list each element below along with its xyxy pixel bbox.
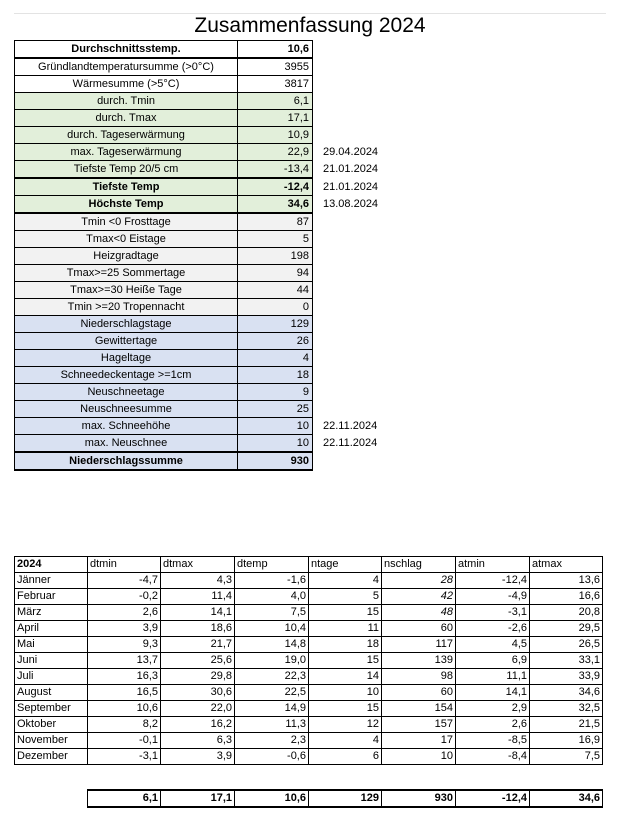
summary-date [313,316,407,333]
value-cell: 16,2 [161,717,235,733]
value-cell: 4 [309,733,382,749]
value-cell: 157 [382,717,456,733]
summary-label: Wärmesumme (>5°C) [15,76,238,93]
value-cell: 16,5 [88,685,161,701]
value-cell: 60 [382,685,456,701]
summary-row [15,161,407,179]
value-cell: 139 [382,653,456,669]
summary-label: Neuschneetage [15,384,238,401]
summary-value: 198 [238,248,313,265]
summary-label: Tiefste Temp [15,178,238,196]
value-cell: 12 [309,717,382,733]
summary-row [15,127,407,144]
value-cell: 34,6 [530,685,603,701]
value-cell: 2,3 [235,733,309,749]
column-header: 2024 [15,557,88,573]
value-cell: 30,6 [161,685,235,701]
total-cell: 930 [382,790,456,807]
table-row [15,637,603,653]
value-cell: 21,7 [161,637,235,653]
column-header: atmin [456,557,530,573]
summary-row [15,435,407,453]
month-cell: Juni [15,653,88,669]
value-cell: -8,4 [456,749,530,765]
summary-date [313,401,407,418]
value-cell: 4,3 [161,573,235,589]
summary-row [15,350,407,367]
summary-value: -12,4 [238,178,313,196]
totals-table [87,789,603,808]
value-cell: 7,5 [530,749,603,765]
summary-value: 94 [238,265,313,282]
month-cell: März [15,605,88,621]
summary-value: 26 [238,333,313,350]
summary-label: durch. Tageserwärmung [15,127,238,144]
summary-value: 25 [238,401,313,418]
column-header: dtemp [235,557,309,573]
value-cell: 3,9 [161,749,235,765]
summary-label: Schneedeckentage >=1cm [15,367,238,384]
summary-row [15,144,407,161]
table-row [15,733,603,749]
summary-label: Hageltage [15,350,238,367]
value-cell: 22,0 [161,701,235,717]
value-cell: 8,2 [88,717,161,733]
summary-row [15,299,407,316]
value-cell: 14,1 [456,685,530,701]
summary-row [15,452,407,470]
table-row [15,573,603,589]
summary-date: 22.11.2024 [323,437,378,450]
summary-date: 13.08.2024 [323,198,379,211]
summary-date [313,127,407,144]
value-cell: 16,3 [88,669,161,685]
summary-label: max. Neuschnee [15,435,238,453]
month-cell: November [15,733,88,749]
value-cell: -2,6 [456,621,530,637]
value-cell: 33,9 [530,669,603,685]
value-cell: 117 [382,637,456,653]
summary-value: 5 [238,231,313,248]
value-cell: 29,8 [161,669,235,685]
value-cell: 60 [382,621,456,637]
total-cell: 17,1 [161,790,235,807]
summary-label: Durchschnittsstemp. [15,41,238,59]
summary-row [15,213,407,231]
summary-row [15,76,407,93]
summary-label: Tmax<0 Eistage [15,231,238,248]
summary-label: Tmax>=30 Heiße Tage [15,282,238,299]
value-cell: 13,7 [88,653,161,669]
summary-label: Gewittertage [15,333,238,350]
summary-date [313,367,407,384]
value-cell: 9,3 [88,637,161,653]
value-cell: 25,6 [161,653,235,669]
table-row [15,621,603,637]
month-cell: Oktober [15,717,88,733]
summary-value: 0 [238,299,313,316]
summary-date [313,58,407,76]
summary-value: 87 [238,213,313,231]
column-header: dtmax [161,557,235,573]
value-cell: 48 [382,605,456,621]
month-cell: Jänner [15,573,88,589]
value-cell: 18 [309,637,382,653]
summary-label: Tmax>=25 Sommertage [15,265,238,282]
summary-date [313,350,407,367]
summary-row [15,265,407,282]
value-cell: 42 [382,589,456,605]
summary-label: Höchste Temp [15,196,238,214]
value-cell: -3,1 [456,605,530,621]
table-row [15,589,603,605]
summary-label: durch. Tmax [15,110,238,127]
value-cell: -12,4 [456,573,530,589]
value-cell: 6,9 [456,653,530,669]
summary-date [313,213,407,231]
summary-value: 34,6 [238,196,313,214]
summary-date: 21.01.2024 [323,163,379,176]
summary-value: 17,1 [238,110,313,127]
value-cell: 14,8 [235,637,309,653]
summary-row [15,384,407,401]
summary-row [15,231,407,248]
summary-label: Neuschneesumme [15,401,238,418]
summary-date [313,41,407,59]
summary-value: 3817 [238,76,313,93]
value-cell: 10,4 [235,621,309,637]
total-cell: 129 [309,790,382,807]
value-cell: 2,9 [456,701,530,717]
summary-date [313,231,407,248]
value-cell: 15 [309,653,382,669]
value-cell: 14 [309,669,382,685]
value-cell: 5 [309,589,382,605]
summary-date [313,93,407,110]
value-cell: 4,0 [235,589,309,605]
summary-date: 22.11.2024 [323,420,378,432]
value-cell: 26,5 [530,637,603,653]
month-cell: April [15,621,88,637]
summary-value: 10,6 [238,41,313,59]
summary-row [15,316,407,333]
summary-date [313,76,407,93]
value-cell: 154 [382,701,456,717]
value-cell: 11,3 [235,717,309,733]
summary-label: Gründlandtemperatursumme (>0°C) [15,58,238,76]
value-cell: 6,3 [161,733,235,749]
summary-value: 10,9 [238,127,313,144]
summary-label: Tmin <0 Frosttage [15,213,238,231]
value-cell: 98 [382,669,456,685]
table-row [15,669,603,685]
summary-label: Tiefste Temp 20/5 cm [15,161,238,179]
value-cell: 10 [309,685,382,701]
value-cell: -4,7 [88,573,161,589]
value-cell: 16,9 [530,733,603,749]
table-row [15,653,603,669]
month-cell: August [15,685,88,701]
summary-label: max. Tageserwärmung [15,144,238,161]
total-cell: 34,6 [530,790,603,807]
summary-label: Niederschlagstage [15,316,238,333]
value-cell: 32,5 [530,701,603,717]
page-title: Zusammenfassung 2024 [194,14,426,37]
value-cell: 11,1 [456,669,530,685]
summary-row [15,367,407,384]
value-cell: 20,8 [530,605,603,621]
value-cell: 22,3 [235,669,309,685]
table-row [15,685,603,701]
summary-value: 10 [238,418,313,435]
value-cell: 7,5 [235,605,309,621]
value-cell: 11 [309,621,382,637]
month-cell: Februar [15,589,88,605]
value-cell: 33,1 [530,653,603,669]
value-cell: 19,0 [235,653,309,669]
summary-value: 44 [238,282,313,299]
value-cell: -0,6 [235,749,309,765]
summary-date [313,282,407,299]
summary-date [313,384,407,401]
summary-date [313,452,407,470]
monthly-header-row [15,557,603,573]
value-cell: -3,1 [88,749,161,765]
value-cell: 15 [309,701,382,717]
column-header: nschlag [382,557,456,573]
summary-value: 22,9 [238,144,313,161]
summary-value: 930 [238,452,313,470]
summary-row [15,401,407,418]
column-header: atmax [530,557,603,573]
total-cell: -12,4 [456,790,530,807]
value-cell: 15 [309,605,382,621]
table-row [15,749,603,765]
summary-label: Tmin >=20 Tropennacht [15,299,238,316]
total-cell: 6,1 [88,790,161,807]
value-cell: 28 [382,573,456,589]
summary-row [15,178,407,196]
summary-date [313,110,407,127]
summary-date [313,265,407,282]
value-cell: 6 [309,749,382,765]
summary-date [313,248,407,265]
summary-value: 18 [238,367,313,384]
value-cell: -0,1 [88,733,161,749]
summary-row [15,248,407,265]
summary-date [313,299,407,316]
value-cell: -0,2 [88,589,161,605]
summary-label: Heizgradtage [15,248,238,265]
value-cell: 4 [309,573,382,589]
summary-row [15,282,407,299]
table-row [15,717,603,733]
summary-value: -13,4 [238,161,313,179]
summary-date [313,333,407,350]
value-cell: 11,4 [161,589,235,605]
summary-date: 29.04.2024 [323,146,379,158]
summary-value: 129 [238,316,313,333]
summary-table [14,40,407,471]
summary-label: durch. Tmin [15,93,238,110]
value-cell: 13,6 [530,573,603,589]
summary-row [15,110,407,127]
summary-row [15,93,407,110]
value-cell: 14,9 [235,701,309,717]
summary-row [15,418,407,435]
month-cell: September [15,701,88,717]
totals-row [88,790,603,807]
value-cell: 17 [382,733,456,749]
value-cell: 21,5 [530,717,603,733]
summary-value: 10 [238,435,313,453]
value-cell: 10 [382,749,456,765]
value-cell: -1,6 [235,573,309,589]
value-cell: 4,5 [456,637,530,653]
month-cell: Juli [15,669,88,685]
value-cell: 22,5 [235,685,309,701]
value-cell: 10,6 [88,701,161,717]
summary-row [15,58,407,76]
summary-value: 6,1 [238,93,313,110]
summary-row [15,333,407,350]
summary-value: 4 [238,350,313,367]
column-header: ntage [309,557,382,573]
value-cell: -4,9 [456,589,530,605]
value-cell: 3,9 [88,621,161,637]
summary-value: 9 [238,384,313,401]
monthly-table [14,556,603,765]
month-cell: Dezember [15,749,88,765]
column-header: dtmin [88,557,161,573]
value-cell: 29,5 [530,621,603,637]
summary-value: 3955 [238,58,313,76]
summary-row [15,196,407,214]
summary-label: max. Schneehöhe [15,418,238,435]
total-cell: 10,6 [235,790,309,807]
value-cell: 16,6 [530,589,603,605]
value-cell: 14,1 [161,605,235,621]
summary-label: Niederschlagssumme [15,452,238,470]
value-cell: 2,6 [456,717,530,733]
summary-date: 21.01.2024 [323,180,379,193]
table-row [15,605,603,621]
month-cell: Mai [15,637,88,653]
table-row [15,701,603,717]
value-cell: -8,5 [456,733,530,749]
value-cell: 18,6 [161,621,235,637]
summary-row [15,41,407,59]
value-cell: 2,6 [88,605,161,621]
